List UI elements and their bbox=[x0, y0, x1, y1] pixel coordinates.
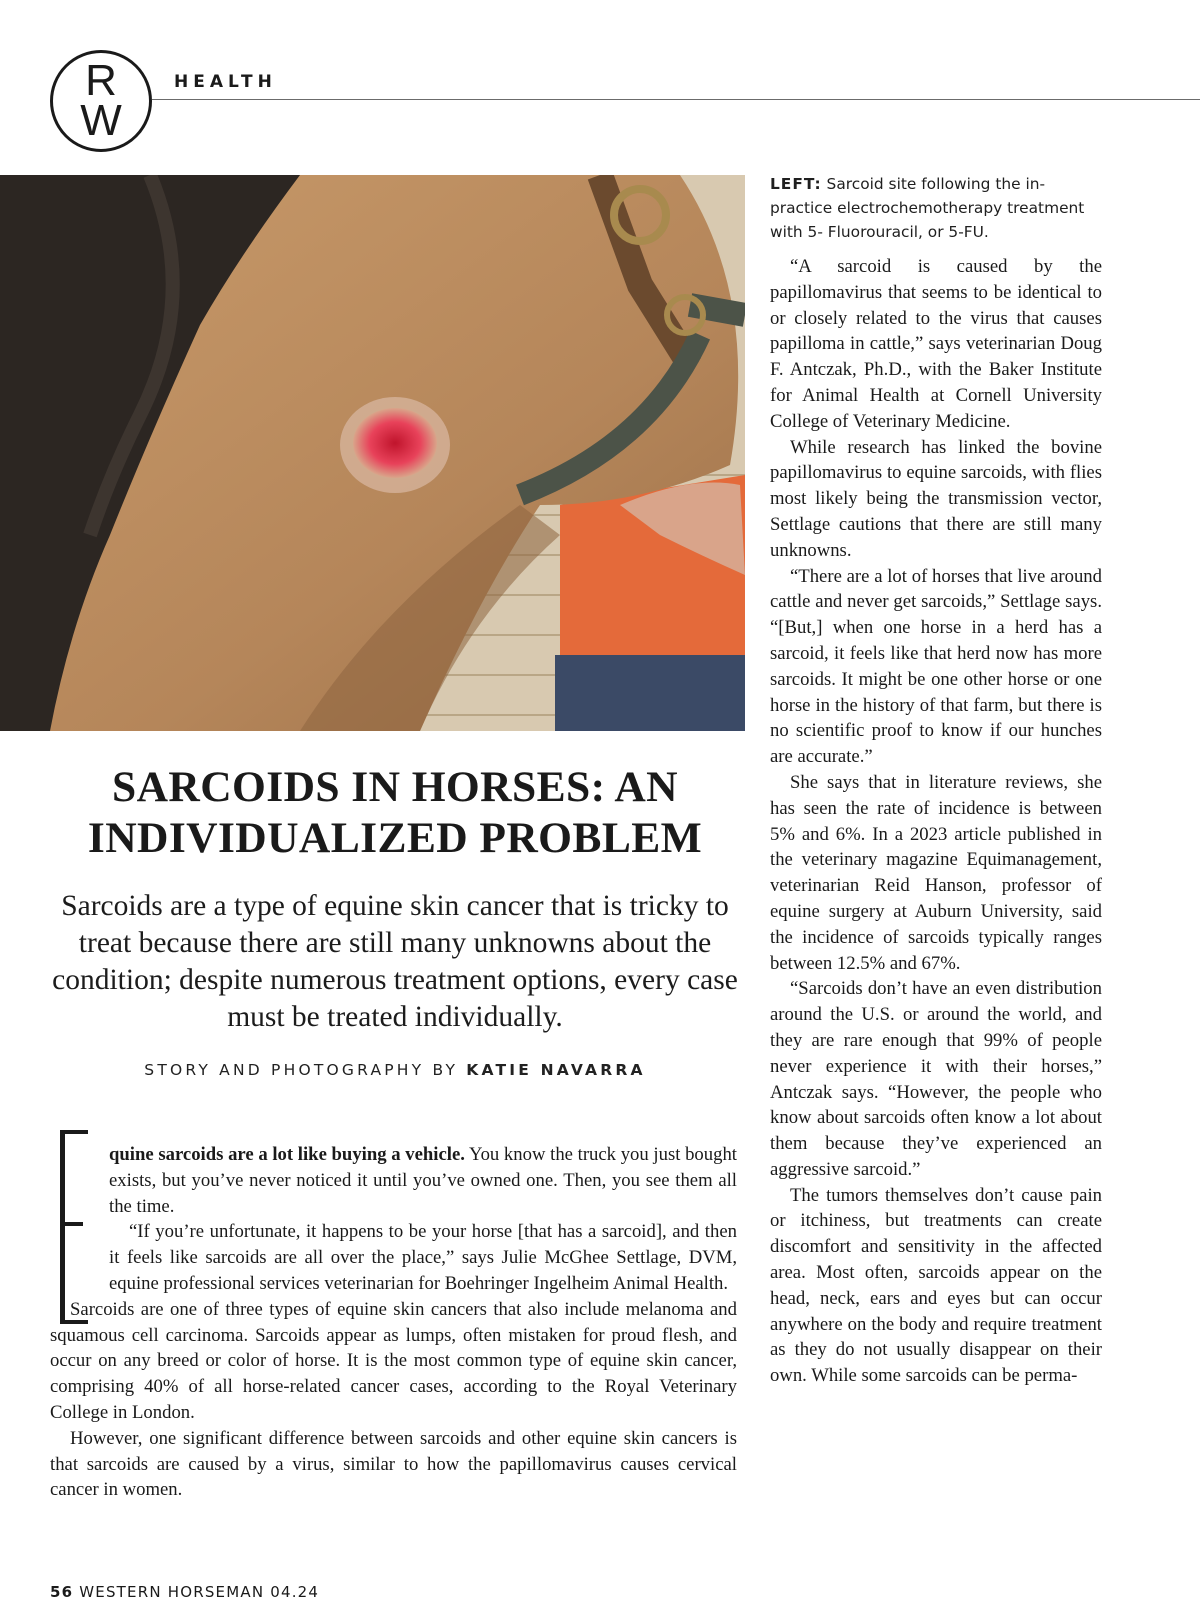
right-paragraph: “Sarcoids don’t have an even distribution around the U.S. or around the world, and they are rare enough that 99% of people never experience it with their horses,” Antczak says. “However, the people who know about sarcoids often know a lot about them because they’ve experienced an aggressive sarcoid.” bbox=[770, 978, 1102, 1180]
publication-issue: WESTERN HORSEMAN 04.24 bbox=[73, 1583, 320, 1601]
byline bbox=[45, 1061, 745, 1079]
left-column bbox=[50, 1142, 737, 1503]
page-folio bbox=[50, 1583, 319, 1601]
logo-letter-r: R bbox=[85, 56, 117, 105]
article-headline: SARCOIDS IN HORSES: AN INDIVIDUALIZED PROBLEM bbox=[87, 763, 703, 862]
left-paragraph: “If you’re unfortunate, it happens to be your horse [that has a sarcoid], and then it feels like sarcoids are all over the place,” says Julie McGhee Settlage, DVM, equine professional services veterinarian for Boehringer Ingelheim Animal Health. bbox=[109, 1221, 737, 1294]
right-column bbox=[770, 172, 1102, 1389]
byline-author: KATIE NAVARRA bbox=[466, 1061, 646, 1079]
article-dek: Sarcoids are a type of equine skin cancer that is tricky to treat because there are still many unknowns about the condition; despite numerous treatment options, every case must be treated individually. bbox=[52, 890, 738, 1033]
header-rule bbox=[152, 99, 1200, 100]
intro-paragraph bbox=[50, 1142, 737, 1219]
caption-lead: LEFT: bbox=[770, 175, 822, 193]
photo-illustration bbox=[0, 175, 745, 731]
logo-letter-w: W bbox=[80, 96, 122, 145]
right-paragraph: “A sarcoid is caused by the papillomavirus that seems to be identical to or closely related to the virus that causes papilloma in cattle,” says veterinarian Doug F. Antczak, Ph.D., with the Baker Institute for Animal Health at Cornell University College of Veterinary Medicine. bbox=[770, 256, 1102, 432]
byline-prefix: STORY AND PHOTOGRAPHY BY bbox=[144, 1061, 467, 1079]
left-paragraph: Sarcoids are one of three types of equine skin cancers that also include melanoma and squamous cell carcinoma. Sarcoids appear as lumps, often mistaken for proud flesh, and occur on any breed or color of horse. It is the most common type of equine skin cancer, comprising 40% of all horse-related cancer cases, according to the Royal Veterinary College in London. bbox=[50, 1298, 737, 1423]
caption-text: Sarcoid site following the in-practice electrochemotherapy treatment with 5- Fluorouracil, or 5-FU. bbox=[770, 175, 1085, 241]
intro-rest: You know the truck you just bought exists, but you’ve never noticed it until you’ve owned one. Then, you see them all the time. bbox=[109, 1144, 737, 1217]
right-paragraph: The tumors themselves don’t cause pain or itchiness, but treatments can create discomfort and sensitivity in the affected area. Most often, sarcoids appear on the head, neck, ears and eyes but can occur anywhere on the body and require treatment as they do not usually disappear on their own. While some sarcoids can be perma- bbox=[770, 1184, 1102, 1387]
right-paragraph: While research has linked the bovine papillomavirus to equine sarcoids, with flies most likely being the transmission vector, Settlage cautions that there are still many unknowns. bbox=[770, 436, 1102, 561]
right-paragraph: “There are a lot of horses that live around cattle and never get sarcoids,” Settlage says. “[But,] when one horse in a herd has a sarcoid, it feels like that herd now has more sarcoids. It might be one other horse or one horse in the history of that farm, but there is no scientific proof to know if our hunches are accurate.” bbox=[770, 565, 1102, 768]
right-paragraph: She says that in literature reviews, she has seen the rate of incidence is between 5% and 6%. In a 2023 article published in the veterinary magazine Equimanagement, veterinarian Reid Hanson, professor of equine surgery at Auburn University, said the incidence of sarcoids typically ranges between 12.5% and 67%. bbox=[770, 771, 1102, 974]
photo-caption bbox=[770, 172, 1102, 244]
left-paragraph: However, one significant difference between sarcoids and other equine skin cancers is that sarcoids are caused by a virus, similar to how the papillomavirus causes cervical cancer in women. bbox=[50, 1427, 737, 1501]
horse-neck-sarcoid-photo bbox=[0, 175, 745, 731]
intro-lead: quine sarcoids are a lot like buying a vehicle. bbox=[109, 1144, 465, 1165]
page-number: 56 bbox=[50, 1583, 74, 1601]
section-label: HEALTH bbox=[174, 72, 277, 92]
magazine-logo bbox=[50, 50, 152, 152]
